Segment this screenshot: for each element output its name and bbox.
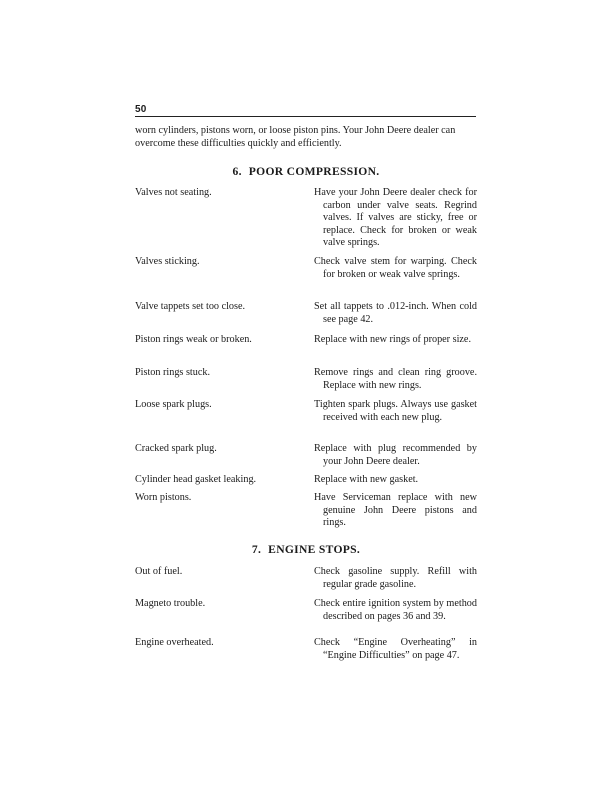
cause-text: Engine overheated.	[135, 637, 214, 648]
section-heading-poor-compression	[135, 165, 477, 178]
cause-text: Cracked spark plug.	[135, 443, 217, 454]
section-number: 6.	[232, 165, 242, 178]
remedy-text: Replace with new rings of proper size.	[314, 334, 472, 345]
remedy-text: Have your John Deere dealer check for carbon under valve seats. Regrind valves. If valves are sticky, free or replace. Check for broken or weak valve springs.	[314, 187, 477, 248]
remedy-text: Check entire ignition system by method described on pages 36 and 39.	[314, 598, 477, 622]
intro-paragraph: worn cylinders, pistons worn, or loose piston pins. Your John Deere dealer can overcome these difficulties quickly and efficiently.	[135, 125, 456, 149]
remedy-text: Set all tappets to .012-inch. When cold see page 42.	[314, 301, 477, 325]
cause-text: Valve tappets set too close.	[135, 301, 246, 312]
cause-text: Valves sticking.	[135, 256, 200, 267]
remedy-text: Tighten spark plugs. Always use gasket received with each new plug.	[314, 399, 477, 423]
cause-text: Out of fuel.	[135, 566, 183, 577]
cause-text: Cylinder head gasket leaking.	[135, 474, 257, 485]
remedy-text: Check “Engine Overheating” in “Engine Difficulties” on page 47.	[314, 637, 477, 661]
cause-text: Piston rings weak or broken.	[135, 334, 252, 345]
remedy-text: Check valve stem for warping. Check for broken or weak valve springs.	[314, 256, 477, 280]
remedy-text: Replace with plug recommended by your John Deere dealer.	[314, 443, 477, 467]
header-rule	[135, 116, 476, 117]
section-number: 7.	[251, 543, 262, 556]
section-heading-engine-stops	[135, 543, 477, 556]
cause-text: Valves not seating.	[135, 187, 212, 198]
cause-text: Piston rings stuck.	[135, 367, 210, 378]
cause-text: Worn pistons.	[135, 492, 192, 503]
section-title: POOR COMPRESSION.	[248, 165, 380, 178]
page-number: 50	[135, 104, 147, 115]
section-title: ENGINE STOPS.	[268, 543, 361, 556]
cause-text: Loose spark plugs.	[135, 399, 212, 410]
cause-text: Magneto trouble.	[135, 598, 206, 609]
remedy-text: Replace with new gasket.	[314, 474, 419, 485]
remedy-text: Check gasoline supply. Refill with regular grade gasoline.	[314, 566, 477, 590]
remedy-text: Have Serviceman replace with new genuine John Deere pistons and rings.	[314, 492, 477, 528]
remedy-text: Remove rings and clean ring groove. Replace with new rings.	[314, 367, 477, 391]
